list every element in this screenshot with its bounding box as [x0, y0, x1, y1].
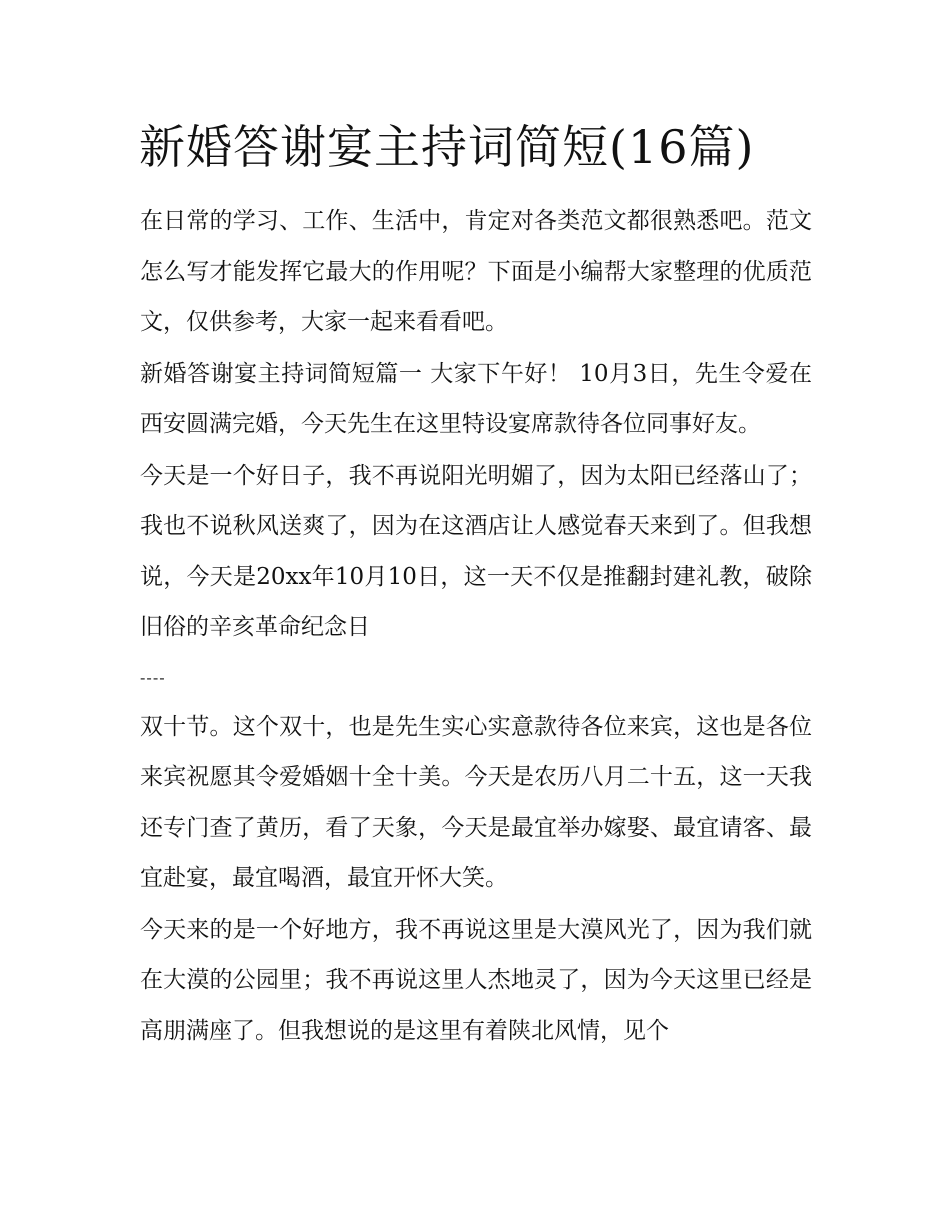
document-body: [140, 196, 812, 1057]
paragraph-intro: 在日常的学习、工作、生活中，肯定对各类范文都很熟悉吧。范文怎么写才能发挥它最大的作用呢？下面是小编帮大家整理的优质范文，仅供参考，大家一起来看看吧。: [140, 208, 812, 335]
paragraph-double-ten: 双十节。这个双十，也是先生实心实意款待各位来宾，这也是各位来宾祝愿其令爱婚姻十全十美。今天是农历八月二十五，这一天我还专门查了黄历，看了天象，今天是最宜举办嫁娶、最宜请客、最宜赴宴，最宜喝酒，最宜开怀大笑。: [140, 713, 812, 891]
page-break-divider: ----: [140, 667, 166, 687]
paragraph-good-place: 今天来的是一个好地方，我不再说这里是大漠风光了，因为我们就在大漠的公园里；我不再说这里人杰地灵了，因为今天这里已经是高朋满座了。但我想说的是这里有着陕北风情，见个: [140, 916, 812, 1044]
paragraph-good-day: 今天是一个好日子，我不再说阳光明媚了，因为太阳已经落山了；我也不说秋风送爽了，因为在这酒店让人感觉春天来到了。但我想说，今天是20xx年10月10日，这一天不仅是推翻封建礼教，破除旧俗的辛亥革命纪念日: [140, 462, 812, 640]
document-title: 新婚答谢宴主持词简短(16篇): [139, 120, 755, 174]
paragraph-opening: 新婚答谢宴主持词简短篇一 大家下午好！ 10月3日，先生令爱在西安圆满完婚，今天先生在这里特设宴席款待各位同事好友。: [140, 360, 812, 437]
